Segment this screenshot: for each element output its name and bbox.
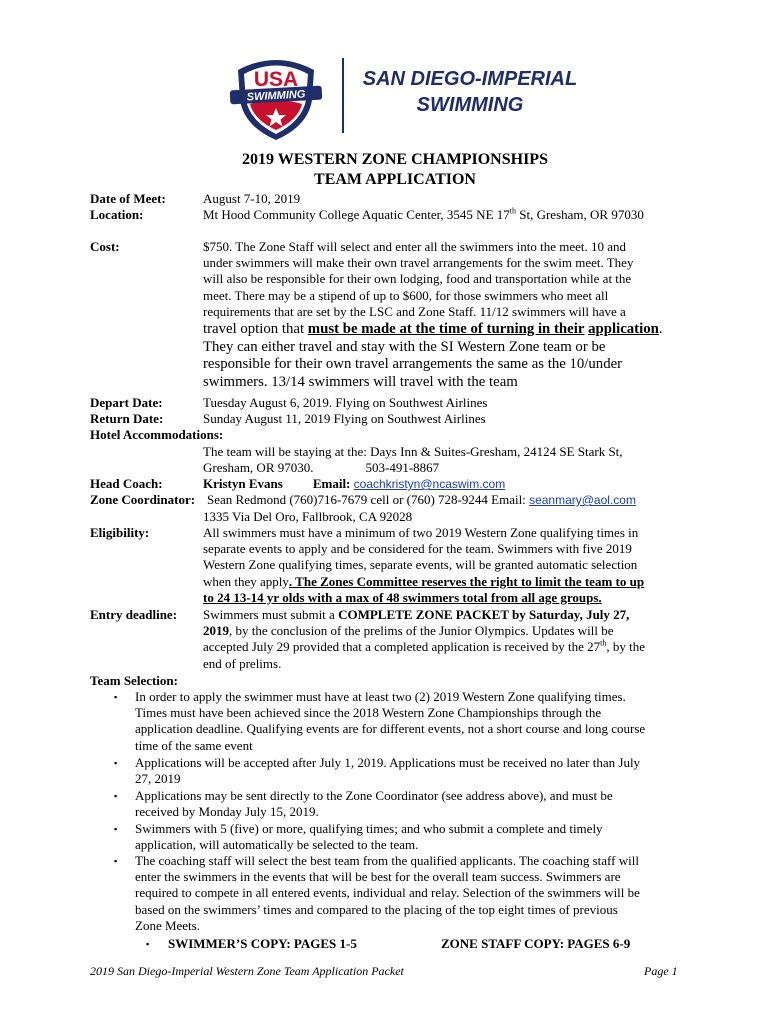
bullet-icon: ▪ — [114, 791, 118, 801]
cost-big-line: swimmers. 13/14 swimmers will travel with the team — [203, 373, 518, 390]
head-coach-value — [203, 476, 505, 492]
entry-line — [203, 607, 645, 623]
footer-left: 2019 San Diego-Imperial Western Zone Team Application Packet — [90, 964, 404, 978]
cost-line: will also be responsible for their own lodging, food and transportation while at the — [203, 271, 632, 287]
selection-line: Applications will be accepted after July 1, 2019. Applications must be received no later than July — [135, 755, 641, 770]
cost-text-part: . — [658, 321, 663, 338]
selection-item — [135, 788, 695, 820]
selection-item — [135, 853, 695, 934]
cost-line-travel-option — [203, 321, 663, 339]
eligibility-line: All swimmers must have a minimum of two 2019 Western Zone qualifying times in — [203, 525, 639, 540]
selection-item — [135, 821, 695, 853]
cost-line: meet. There may be a stipend of up to $600, for those swimmers who meet all — [203, 287, 609, 303]
selection-line: application, will automatically be selected to the team. — [135, 837, 419, 853]
selection-line: 27, 2019 — [135, 771, 181, 787]
selection-line: Applications may be sent directly to the Zone Coordinator (see address above), and must be — [135, 788, 613, 803]
selection-line: required to compete in all entered events, individual and relay. Selection of the swimmers will be — [135, 885, 640, 901]
location-text: Mt Hood Community College Aquatic Center, 3545 NE 17 — [203, 207, 510, 222]
depart-value: Tuesday August 6, 2019. Flying on Southwest Airlines — [203, 395, 488, 410]
date-of-meet-value: August 7-10, 2019 — [203, 191, 301, 206]
hotel-city: Gresham, OR 97030. — [203, 460, 314, 475]
hotel-line-1: The team will be staying at the: Days Inn & Suites-Gresham, 24124 SE Stark St, — [203, 444, 623, 459]
bullet-icon: ▪ — [146, 939, 150, 949]
usa-swimming-logo — [224, 48, 328, 144]
entry-sup: th — [600, 639, 607, 649]
swimmer-copy-pages: SWIMMER’S COPY: PAGES 1-5 — [168, 936, 357, 951]
team-selection-label: Team Selection: — [90, 673, 178, 688]
cost-big-line: responsible for their own travel arrangements the same as the 10/under — [203, 356, 623, 373]
eligibility-text — [203, 525, 644, 606]
hotel-phone: 503-491-8867 — [365, 460, 440, 475]
zone-coordinator-text: Sean Redmond (760)716-7679 cell or (760) 728-9244 Email: — [207, 492, 530, 507]
logo-divider — [342, 58, 344, 133]
title-line-2: TEAM APPLICATION — [314, 171, 476, 188]
bullet-icon: ▪ — [114, 856, 118, 866]
cost-big-line: They can either travel and stay with the SI Western Zone team or be — [203, 338, 606, 355]
entry-deadline-label: Entry deadline: — [90, 607, 178, 622]
logo-usa-text: USA — [253, 68, 299, 91]
entry-deadline-text — [203, 607, 645, 672]
eligibility-line — [203, 574, 644, 590]
location-value — [203, 207, 644, 223]
head-coach-name: Kristyn Evans — [203, 476, 283, 491]
cost-label: Cost: — [90, 239, 120, 254]
return-label: Return Date: — [90, 411, 164, 426]
page-number: Page 1 — [644, 964, 678, 978]
entry-line — [203, 623, 645, 639]
eligibility-line: Western Zone qualifying times, separate events, will be granted automatic selection — [203, 557, 638, 573]
brand-line-2: SWIMMING — [416, 94, 524, 116]
selection-line: based on the swimmers’ times and compared to the placing of the top eight times of previous — [135, 901, 618, 917]
location-text-2: St, Gresham, OR 97030 — [516, 207, 644, 222]
page-title — [0, 150, 770, 190]
head-coach-label: Head Coach: — [90, 476, 163, 491]
return-value: Sunday August 11, 2019 Flying on Southwest Airlines — [203, 411, 486, 426]
eligibility-limit-line: to 24 13-14 yr olds with a max of 48 swimmers total from all age groups. — [203, 589, 602, 605]
cost-line: $750. The Zone Staff will select and enter all the swimmers into the meet. 10 and — [203, 239, 626, 254]
zone-coordinator-label: Zone Coordinator: — [90, 492, 196, 507]
bullet-icon: ▪ — [114, 758, 118, 768]
zone-staff-copy-pages: ZONE STAFF COPY: PAGES 6-9 — [441, 936, 631, 951]
bullet-icon: ▪ — [114, 824, 118, 834]
brand-line-1: SAN DIEGO-IMPERIAL — [362, 68, 578, 90]
zone-coordinator-email-link[interactable]: seanmary@aol.com — [529, 493, 636, 507]
location-label: Location: — [90, 207, 144, 222]
head-coach-email-label: Email: — [312, 476, 351, 491]
cost-emphasis: must be made at the time of turning in their — [307, 321, 585, 338]
cost-text — [203, 239, 663, 391]
hotel-line-2 — [203, 460, 439, 476]
head-coach-email-link[interactable]: coachkristyn@ncaswim.com — [353, 477, 506, 491]
cost-text-part: travel option that — [203, 321, 308, 338]
selection-line: The coaching staff will select the best team from the qualified applicants. The coaching staff will — [135, 853, 639, 868]
eligibility-line: separate events to apply and be considered for the team. Swimmers with five 2019 — [203, 541, 632, 557]
entry-line — [203, 639, 645, 655]
cost-line: under swimmers will make their own travel arrangements for the swim meet. They — [203, 255, 634, 271]
selection-line: enter the swimmers in the events that will be best for the overall team success. Swimmers are — [135, 869, 621, 885]
entry-text-part: Swimmers must submit a — [203, 607, 339, 622]
zone-coordinator-value — [207, 492, 636, 508]
selection-line: received by Monday July 15, 2019. — [135, 804, 319, 820]
selection-line: time of the same event — [135, 737, 253, 753]
depart-label: Depart Date: — [90, 395, 163, 410]
eligibility-text-part: when they apply — [203, 573, 289, 589]
entry-line: end of prelims. — [203, 655, 282, 671]
selection-item — [135, 689, 695, 754]
entry-emphasis: COMPLETE ZONE PACKET by Saturday, July 27, — [338, 607, 630, 622]
selection-line: In order to apply the swimmer must have at least two (2) 2019 Western Zone qualifying times. — [135, 689, 626, 704]
title-line-1: 2019 WESTERN ZONE CHAMPIONSHIPS — [242, 151, 548, 168]
selection-line: application deadline. Qualifying events are for different events, not a short course and long course — [135, 721, 646, 737]
logo-swimming-text: SWIMMING — [246, 88, 306, 104]
location-sup: th — [509, 206, 516, 216]
zone-coordinator-address: 1335 Via Del Oro, Fallbrook, CA 92028 — [203, 509, 413, 524]
entry-text-part: , by the conclusion of the prelims of the Junior Olympics. Updates will be — [229, 623, 614, 639]
entry-emphasis: 2019 — [203, 623, 229, 639]
entry-text-part: accepted July 29 provided that a completed application is received by the 27 — [203, 639, 601, 655]
hotel-label: Hotel Accommodations: — [90, 427, 224, 442]
bullet-icon: ▪ — [114, 692, 118, 702]
date-of-meet-label: Date of Meet: — [90, 191, 166, 206]
brand-name — [350, 66, 590, 118]
eligibility-label: Eligibility: — [90, 525, 150, 540]
cost-line: requirements that are set by the LSC and Zone Staff. 11/12 swimmers will have a — [203, 303, 626, 319]
cost-emphasis: application — [588, 321, 659, 338]
selection-line: Swimmers with 5 (five) or more, qualifying times; and who submit a complete and timely — [135, 821, 603, 836]
entry-text-part: , by the — [606, 639, 645, 655]
eligibility-emphasis: . The Zones Committee reserves the right to limit the team to up — [288, 573, 645, 589]
selection-line: Times must have been achieved since the 2018 Western Zone Championships through the — [135, 705, 602, 721]
selection-item — [135, 755, 695, 787]
selection-line: Zone Meets. — [135, 917, 200, 933]
